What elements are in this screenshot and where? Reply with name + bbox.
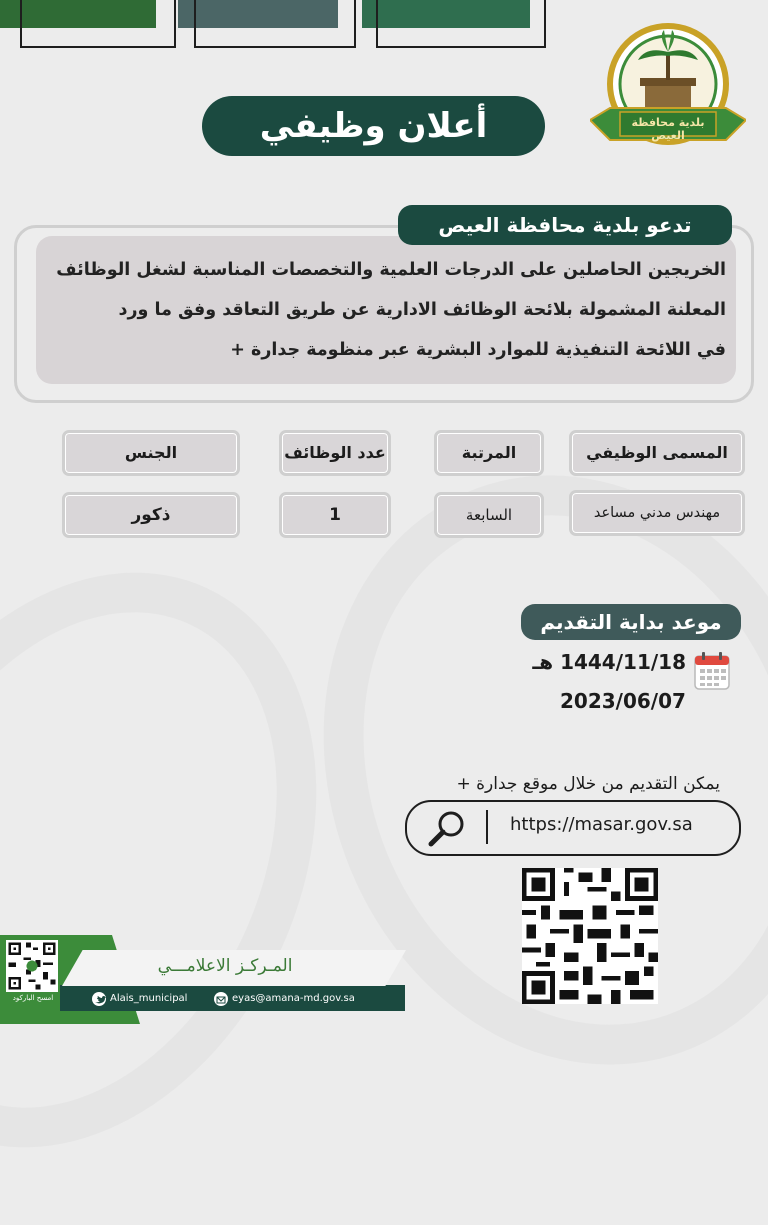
email-icon xyxy=(214,992,228,1006)
gregorian-date: 2023/06/07 xyxy=(560,689,686,713)
cell-job-title: مهندس مدني مساعد xyxy=(569,490,745,536)
masar-url-link[interactable]: https://masar.gov.sa xyxy=(510,814,693,835)
hijri-date: 1444/11/18 هـ xyxy=(532,650,686,674)
email-address[interactable]: eyas@amana-md.gov.sa xyxy=(232,993,355,1004)
invitation-line: الخريجين الحاصلين على الدرجات العلمية والتخصصات المناسبة لشغل الوظائف xyxy=(56,260,726,280)
invitation-line: المعلنة المشمولة بلائحة الوظائف الادارية عن طريق التعاقد وفق ما ورد xyxy=(118,300,726,320)
header-job-title: المسمى الوظيفي xyxy=(569,430,745,476)
invitation-tag: تدعو بلدية محافظة العيص xyxy=(398,205,732,245)
top-frame xyxy=(376,0,546,48)
footer-qr-label: امسح الباركود xyxy=(12,994,54,1002)
apply-instruction: يمكن التقديم من خلال موقع جدارة + xyxy=(456,774,720,794)
header-gender: الجنس xyxy=(62,430,240,476)
top-frame xyxy=(194,0,356,48)
cell-rank: السابعة xyxy=(434,492,544,538)
qr-code[interactable] xyxy=(522,868,658,1004)
logo-ribbon-text: بلدية محافظة العيص xyxy=(631,116,705,142)
url-divider xyxy=(486,810,488,844)
invitation-line: في اللائحة التنفيذية للموارد البشرية عبر منظومة جدارة + xyxy=(230,340,726,360)
background-decoration xyxy=(0,495,406,1225)
twitter-handle[interactable]: Alais_municipal xyxy=(110,993,188,1004)
cell-count: 1 xyxy=(279,492,391,538)
calendar-icon xyxy=(694,652,730,690)
footer-qr-code[interactable] xyxy=(6,940,58,992)
invitation-body xyxy=(36,236,736,384)
cell-gender: ذكور xyxy=(62,492,240,538)
start-date-label: موعد بداية التقديم xyxy=(521,604,741,640)
page-title: أعلان وظيفي xyxy=(202,96,545,156)
twitter-icon xyxy=(92,992,106,1006)
header-rank: المرتبة xyxy=(434,430,544,476)
search-icon xyxy=(425,808,469,848)
header-count: عدد الوظائف xyxy=(279,430,391,476)
media-center-name: المـركـز الاعلامـــي xyxy=(157,956,293,976)
top-frame xyxy=(20,0,176,48)
